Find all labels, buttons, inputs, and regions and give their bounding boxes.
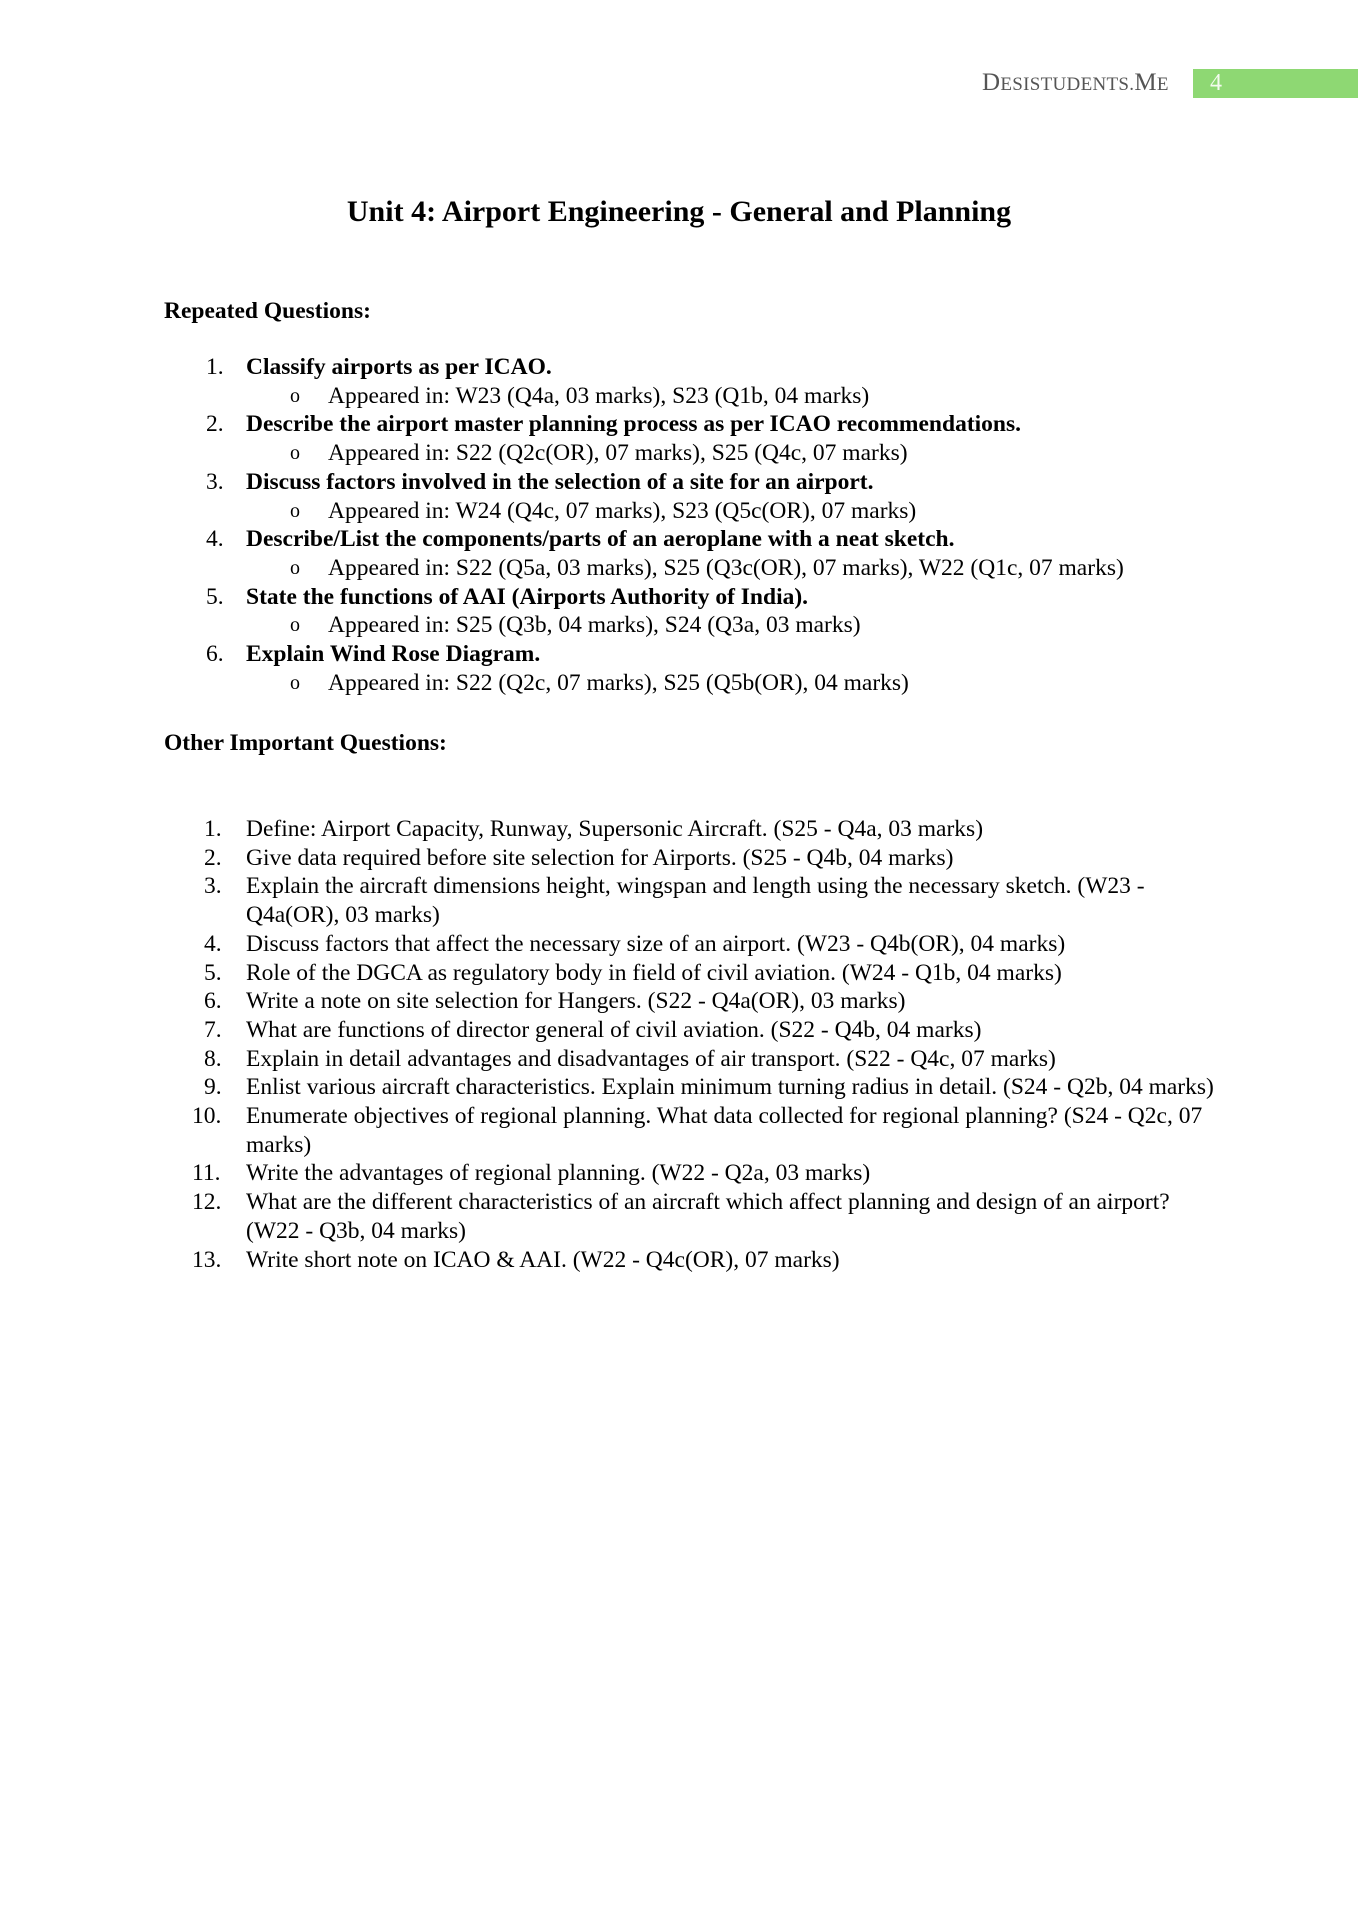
item-number: 5. [204,959,222,986]
item-number: 13. [192,1246,222,1273]
other-question-item [164,1159,1224,1188]
other-question-item [164,987,1224,1016]
question-text: State the functions of AAI (Airports Authority of India). [246,583,809,610]
other-question-item [164,815,1224,844]
question-text: Define: Airport Capacity, Runway, Supersonic Aircraft. (S25 - Q4a, 03 marks) [246,816,984,842]
question-text: Classify airports as per ICAO. [246,354,552,380]
other-questions-heading: Other Important Questions: [164,730,447,756]
repeated-question-item [164,353,1224,410]
other-question-item [164,1016,1224,1045]
question-text: Explain in detail advantages and disadvantages of air transport. (S22 - Q4c, 07 marks) [246,1045,1056,1072]
question-text: Explain the aircraft dimensions height, wingspan and length using the necessary sketch. (W23 - Q4a(OR), 03 marks) [246,873,1145,929]
item-number: 3. [206,468,224,495]
question-text: Enumerate objectives of regional planning. What data collected for regional planning? (S24 - Q2c, 07 marks) [246,1103,1203,1158]
repeated-question-item [164,583,1224,640]
question-text: Enlist various aircraft characteristics. Explain minimum turning radius in detail. (S24 - Q2b, 04 marks) [246,1074,1214,1101]
item-number: 1. [204,816,222,842]
site-name-rest: ESISTUDENTS [1000,74,1130,95]
bullet-icon: o [290,556,300,579]
page-number-badge [1193,69,1358,98]
question-text: Discuss factors that affect the necessary size of an airport. (W23 - Q4b(OR), 04 marks) [246,930,1066,957]
appeared-in-text: Appeared in: W24 (Q4c, 07 marks), S23 (Q5c(OR), 07 marks) [328,497,917,524]
site-tld-rest: E [1156,74,1169,95]
question-text: What are the different characteristics of an aircraft which affect planning and design of an airport? (W22 - Q3b, 04 marks) [246,1189,1170,1244]
question-text: Write the advantages of regional planning. (W22 - Q2a, 03 marks) [246,1160,871,1187]
bullet-icon: o [290,442,300,465]
repeated-questions-list [164,353,1224,697]
appeared-in-text: Appeared in: S25 (Q3b, 04 marks), S24 (Q3a, 03 marks) [328,612,861,639]
repeated-question-item [164,468,1224,525]
other-question-item [164,1045,1224,1074]
appeared-in-line [164,439,1224,468]
other-question-item [164,930,1224,959]
page-number: 4 [1210,70,1222,96]
item-number: 2. [206,411,224,438]
appeared-in-line [164,382,1224,411]
appeared-in-line [164,669,1224,698]
item-number: 7. [204,1016,222,1043]
appeared-in-text: Appeared in: S22 (Q2c, 07 marks), S25 (Q5b(OR), 04 marks) [328,669,909,696]
question-text: Describe/List the components/parts of an aeroplane with a neat sketch. [246,526,955,553]
repeated-question-item [164,410,1224,467]
item-number: 6. [206,641,224,668]
repeated-questions-heading: Repeated Questions: [164,298,371,324]
item-number: 12. [192,1189,222,1216]
appeared-in-line [164,611,1224,640]
item-number: 4. [206,526,224,553]
bullet-icon: o [290,499,300,522]
appeared-in-line [164,497,1224,526]
item-number: 6. [204,988,222,1015]
other-question-item [164,1102,1224,1159]
other-question-item [164,1246,1224,1275]
question-text: Describe the airport master planning process as per ICAO recommendations. [246,411,1022,438]
other-question-item [164,844,1224,873]
other-question-item [164,1188,1224,1245]
bullet-icon: o [290,614,300,637]
other-question-item [164,1073,1224,1102]
item-number: 3. [204,873,222,900]
site-name [982,68,1169,100]
bullet-icon: o [290,671,300,694]
item-number: 11. [192,1160,221,1187]
question-text: What are functions of director general of civil aviation. (S22 - Q4b, 04 marks) [246,1016,982,1043]
repeated-question-item [164,525,1224,582]
item-number: 4. [204,930,222,957]
bullet-icon: o [290,384,300,407]
site-name-dot: . [1129,74,1135,95]
appeared-in-text: Appeared in: W23 (Q4a, 03 marks), S23 (Q1b, 04 marks) [328,382,870,409]
question-text: Discuss factors involved in the selection of a site for an airport. [246,468,874,495]
question-text: Role of the DGCA as regulatory body in field of civil aviation. (W24 - Q1b, 04 marks) [246,959,1062,986]
question-text: Write short note on ICAO & AAI. (W22 - Q4c(OR), 07 marks) [246,1246,840,1273]
item-number: 5. [206,583,224,610]
other-question-item [164,872,1224,929]
site-name-initial: D [982,69,1001,96]
page-title: Unit 4: Airport Engineering - General and Planning [346,195,1012,228]
item-number: 2. [204,844,222,871]
question-text: Write a note on site selection for Hangers. (S22 - Q4a(OR), 03 marks) [246,988,906,1015]
item-number: 1. [206,354,224,380]
site-tld-initial: M [1134,69,1157,96]
question-text: Explain Wind Rose Diagram. [246,641,541,668]
other-questions-list [164,815,1224,1274]
other-question-item [164,959,1224,988]
item-number: 9. [204,1074,222,1101]
item-number: 8. [204,1045,222,1072]
appeared-in-text: Appeared in: S22 (Q2c(OR), 07 marks), S25 (Q4c, 07 marks) [328,440,908,467]
repeated-question-item [164,640,1224,697]
question-text: Give data required before site selection for Airports. (S25 - Q4b, 04 marks) [246,844,954,871]
item-number: 10. [192,1103,222,1130]
appeared-in-text: Appeared in: S22 (Q5a, 03 marks), S25 (Q3c(OR), 07 marks), W22 (Q1c, 07 marks) [328,554,1124,581]
appeared-in-line [164,554,1224,583]
